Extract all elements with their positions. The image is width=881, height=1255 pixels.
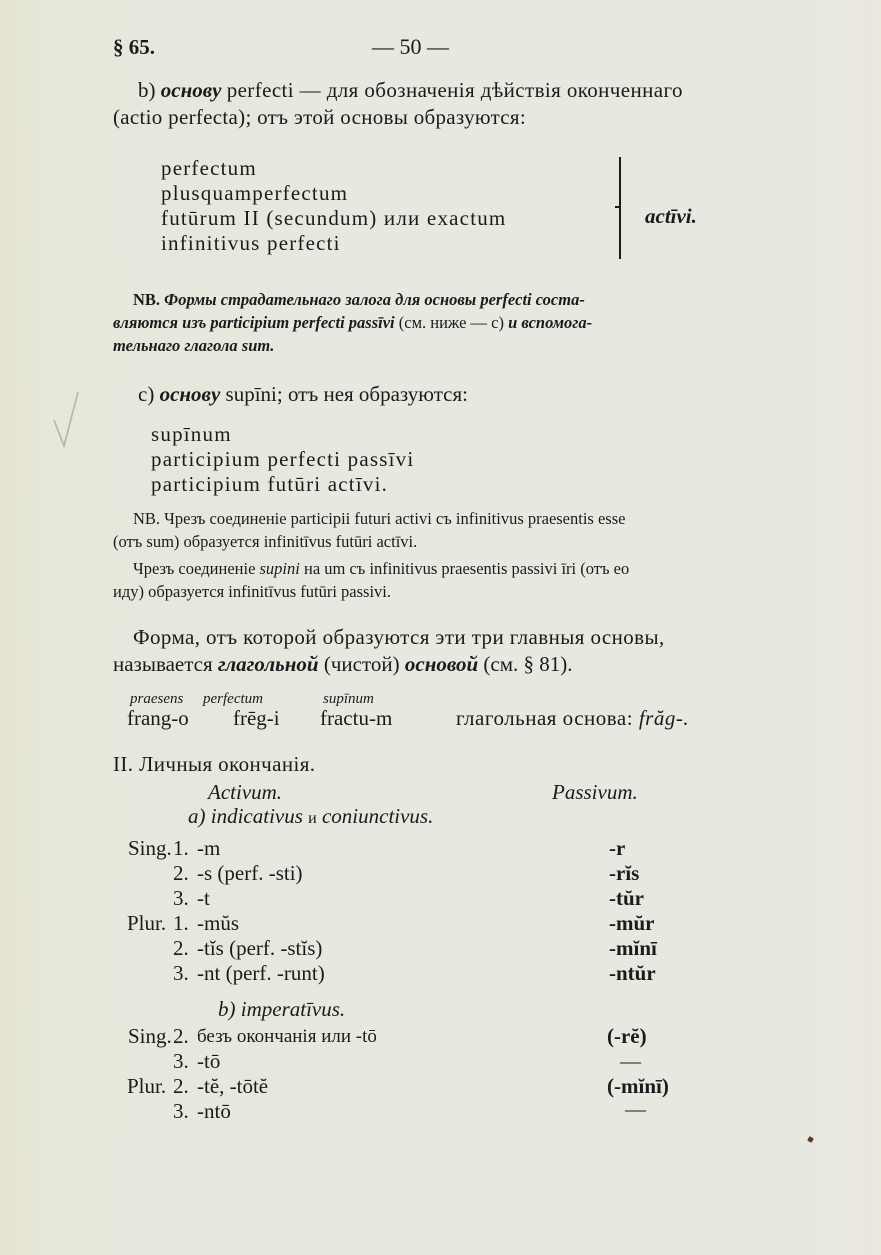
perfect-form-item: plusquamperfectum (161, 181, 349, 205)
example-form: frēg-i (233, 706, 280, 730)
brace-label: actīvi. (645, 204, 697, 228)
col-header-passive: Passivum. (552, 780, 638, 804)
active-ending: -tĭs (perf. -stĭs) (197, 936, 323, 960)
number-label: Sing. (128, 1024, 172, 1048)
note-text: вляются изъ participium perfecti passīvi (113, 313, 395, 332)
passive-ending: -r (609, 836, 626, 860)
example-header-perfectum: perfectum (203, 691, 263, 707)
note-text: supini (259, 559, 300, 578)
para-c-label: c) (138, 382, 155, 406)
stem-text: (см. § 81). (483, 652, 573, 676)
person: 3. (173, 886, 189, 910)
para-b-line2: (actio perfecta); отъ этой основы образуются: (113, 105, 527, 129)
person: 1. (173, 911, 189, 935)
para-b-line1 (138, 77, 683, 104)
stem-term: глагольной (217, 652, 319, 676)
stem-label: глагольная основа: (456, 706, 634, 730)
para-c-term: основу (159, 382, 221, 406)
page-number: — 50 — (372, 34, 449, 59)
active-ending: -t (197, 886, 210, 910)
supine-form-item: participium futūri actīvi. (151, 472, 389, 496)
passive-ending: -tŭr (609, 886, 644, 910)
supine-form-item: supīnum (151, 422, 232, 446)
number-label: Plur. (127, 1074, 167, 1098)
para-b-term: основу (160, 78, 222, 102)
active-ending: -tĕ, -tōtĕ (197, 1074, 269, 1098)
example-form: frang-o (127, 706, 189, 730)
para-c-text: supīni; отъ нея образуются: (225, 382, 468, 406)
col-header-active: Activum. (208, 780, 283, 804)
passive-ending: -rĭs (609, 861, 640, 885)
person: 3. (173, 1099, 189, 1123)
stem-text: (чистой) (323, 652, 400, 676)
perfect-form-item: infinitivus perfecti (161, 231, 341, 255)
active-ending: -ntō (197, 1099, 231, 1123)
note-future-line2: (отъ sum) образуется infinitīvus futūri actīvi. (113, 532, 418, 551)
note-passive-line2 (113, 312, 592, 334)
person: 3. (173, 961, 189, 985)
person: 1. (173, 836, 189, 860)
note-text: (см. ниже — с) (398, 313, 504, 332)
supine-form-item: participium perfecti passīvi (151, 447, 415, 471)
passive-ending: (-mĭnī) (607, 1074, 669, 1098)
example-header-praesens: praesens (130, 691, 184, 707)
note-future-line3 (133, 558, 629, 580)
person: 2. (173, 861, 189, 885)
para-c-line (138, 381, 468, 408)
stem-text: называется (113, 652, 213, 676)
section-number: § 65. (113, 35, 155, 59)
active-ending: -m (197, 836, 221, 860)
mood-label: a) indicativus (188, 804, 303, 828)
perfect-form-item: perfectum (161, 156, 257, 180)
passive-ending: -mĭnī (609, 936, 657, 960)
note-future-line1: NB. Чрезъ соединеніе participii futuri activi съ infinitivus praesentis esse (133, 509, 626, 528)
passive-ending: (-rĕ) (607, 1024, 647, 1048)
curly-brace (619, 157, 629, 259)
person: 2. (173, 936, 189, 960)
stem-value: frăg-. (638, 706, 690, 730)
person: 2. (173, 1024, 189, 1048)
number-label: Sing. (128, 836, 172, 860)
person: 3. (173, 1049, 189, 1073)
passive-ending: -ntŭr (609, 961, 656, 985)
active-ending: -s (perf. -sti) (197, 861, 303, 885)
para-b-text: perfecti — для обозначенія дѣйствія оконченнаго (226, 78, 683, 102)
example-form: fractu-m (320, 706, 393, 730)
nb-label: NB. (133, 290, 161, 309)
perfect-form-item: futūrum II (secundum) или exactum (161, 206, 507, 230)
paper-speck (807, 1136, 814, 1143)
number-label: Plur. (127, 911, 167, 935)
active-ending: -tō (197, 1049, 221, 1073)
stem-term: основой (404, 652, 479, 676)
stem-para-line1: Форма, отъ которой образуются эти три главныя основы, (133, 625, 665, 649)
passive-ending: -mŭr (609, 911, 655, 935)
active-ending: -nt (perf. -runt) (197, 961, 325, 985)
note-passive-line3: тельнаго глагола sum. (113, 336, 275, 355)
passive-ending: — (620, 1049, 641, 1073)
passive-ending: — (625, 1097, 646, 1121)
active-ending: -mŭs (197, 911, 239, 935)
endings-title: II. Личныя окончанія. (113, 752, 316, 776)
section-a-title (188, 803, 433, 832)
section-b-title: b) imperatīvus. (218, 997, 346, 1021)
note-text: Чрезъ соединеніе (133, 559, 256, 578)
note-future-line4: иду) образуется infinitīvus futūri passivi. (113, 582, 391, 601)
example-stem (456, 705, 689, 732)
stem-para-line2 (113, 651, 573, 678)
note-passive-line1 (133, 289, 585, 311)
mood-label: coniunctivus. (321, 804, 434, 828)
note-text: Формы страдательнаго залога для основы perfecti соста- (164, 290, 585, 309)
person: 2. (173, 1074, 189, 1098)
conj: и (308, 810, 317, 827)
para-b-label: b) (138, 78, 156, 102)
note-text: и вспомога- (508, 313, 593, 332)
example-header-supinum: supīnum (323, 691, 374, 707)
note-text: на um съ infinitivus praesentis passivi īri (отъ eo (303, 559, 630, 578)
active-ending: безъ окончанія или -tō (197, 1026, 377, 1047)
pencil-checkmark-icon (52, 390, 82, 460)
